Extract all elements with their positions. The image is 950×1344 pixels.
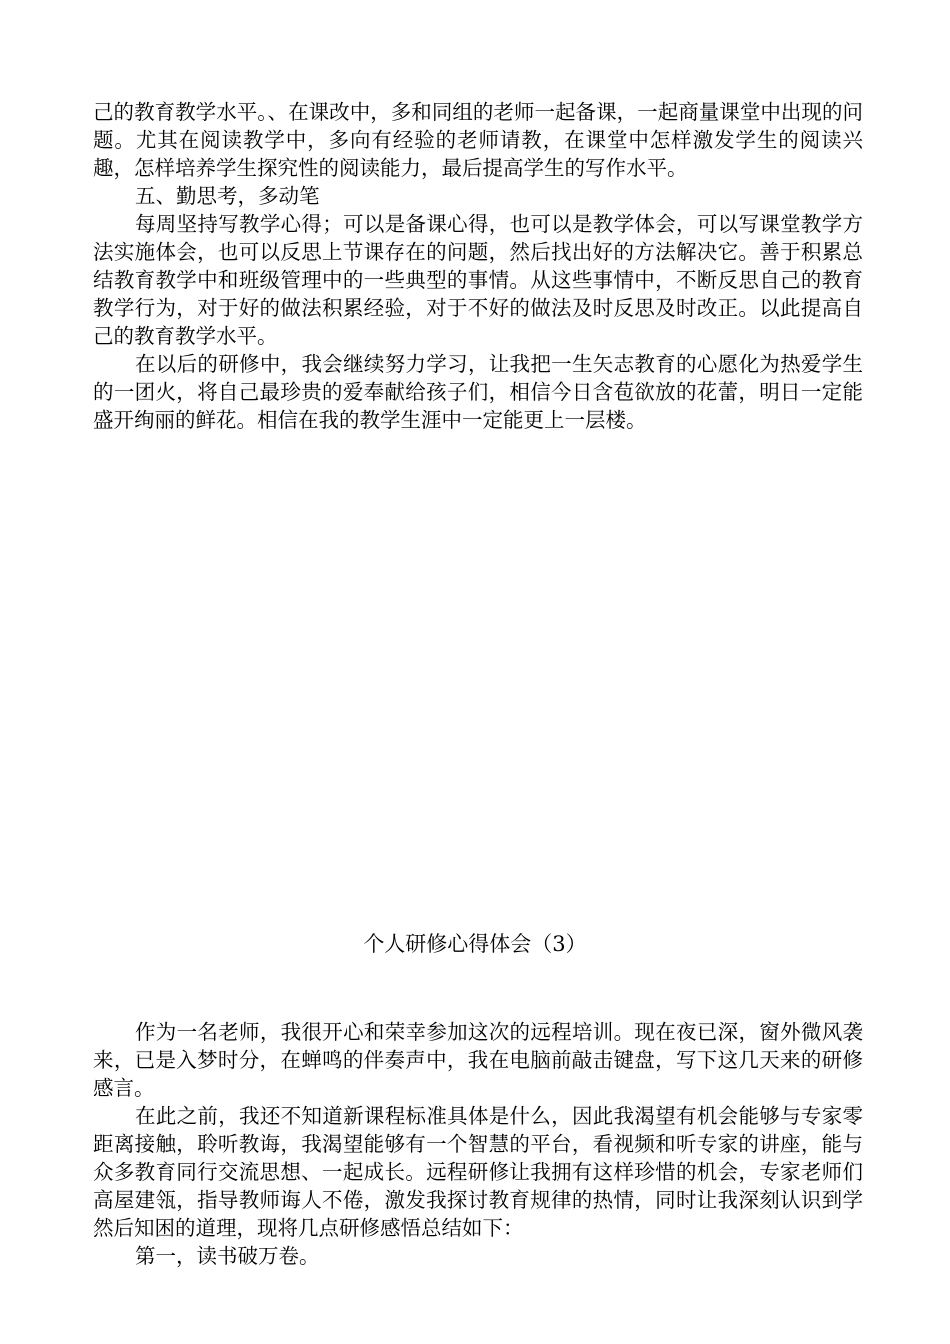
section-new-essay [93, 1018, 863, 1270]
paragraph-before-training: 在此之前，我还不知道新课程标准具体是什么，因此我渴望有机会能够与专家零距离接触，聆听教诲，我渴望能够有一个智慧的平台，看视频和听专家的讲座，能与众多教育同行交流思想、一起成长。远程研修让我拥有这样珍惜的机会，专家老师们高屋建瓴，指导教师诲人不倦，激发我探讨教育规律的热情，同时让我深刻认识到学然后知困的道理，现将几点研修感悟总结如下： [93, 1104, 863, 1240]
paragraph-continued: 己的教育教学水平。、在课改中，多和同组的老师一起备课，一起商量课堂中出现的问题。尤其在阅读教学中，多向有经验的老师请教，在课堂中怎样激发学生的阅读兴趣，怎样培养学生探究性的阅读能力，最后提高学生的写作水平。 [93, 100, 863, 180]
document-title: 个人研修心得体会（3） [363, 932, 587, 956]
paragraph-intro: 作为一名老师，我很开心和荣幸参加这次的远程培训。现在夜已深，窗外微风袭来，已是入梦时分，在蝉鸣的伴奏声中，我在电脑前敲击键盘，写下这几天来的研修感言。 [93, 1020, 863, 1100]
heading-five-think-write: 五、勤思考，多动笔 [135, 184, 320, 208]
paragraph-weekly-notes: 每周坚持写教学心得；可以是备课心得，也可以是教学体会，可以写课堂教学方法实施体会，也可以反思上节课存在的问题，然后找出好的方法解决它。善于积累总结教育教学中和班级管理中的一些典型的事情。从这些事情中，不断反思自己的教育教学行为，对于好的做法积累经验，对于不好的做法及时反思及时改正。以此提高自己的教育教学水平。 [93, 212, 863, 348]
section-continued-text [93, 98, 863, 434]
paragraph-first-point: 第一，读书破万卷。 [135, 1244, 320, 1268]
paragraph-future-study: 在以后的研修中，我会继续努力学习，让我把一生矢志教育的心愿化为热爱学生的一团火，将自己最珍贵的爱奉献给孩子们，相信今日含苞欲放的花蕾，明日一定能盛开绚丽的鲜花。相信在我的教学生涯中一定能更上一层楼。 [93, 352, 863, 432]
